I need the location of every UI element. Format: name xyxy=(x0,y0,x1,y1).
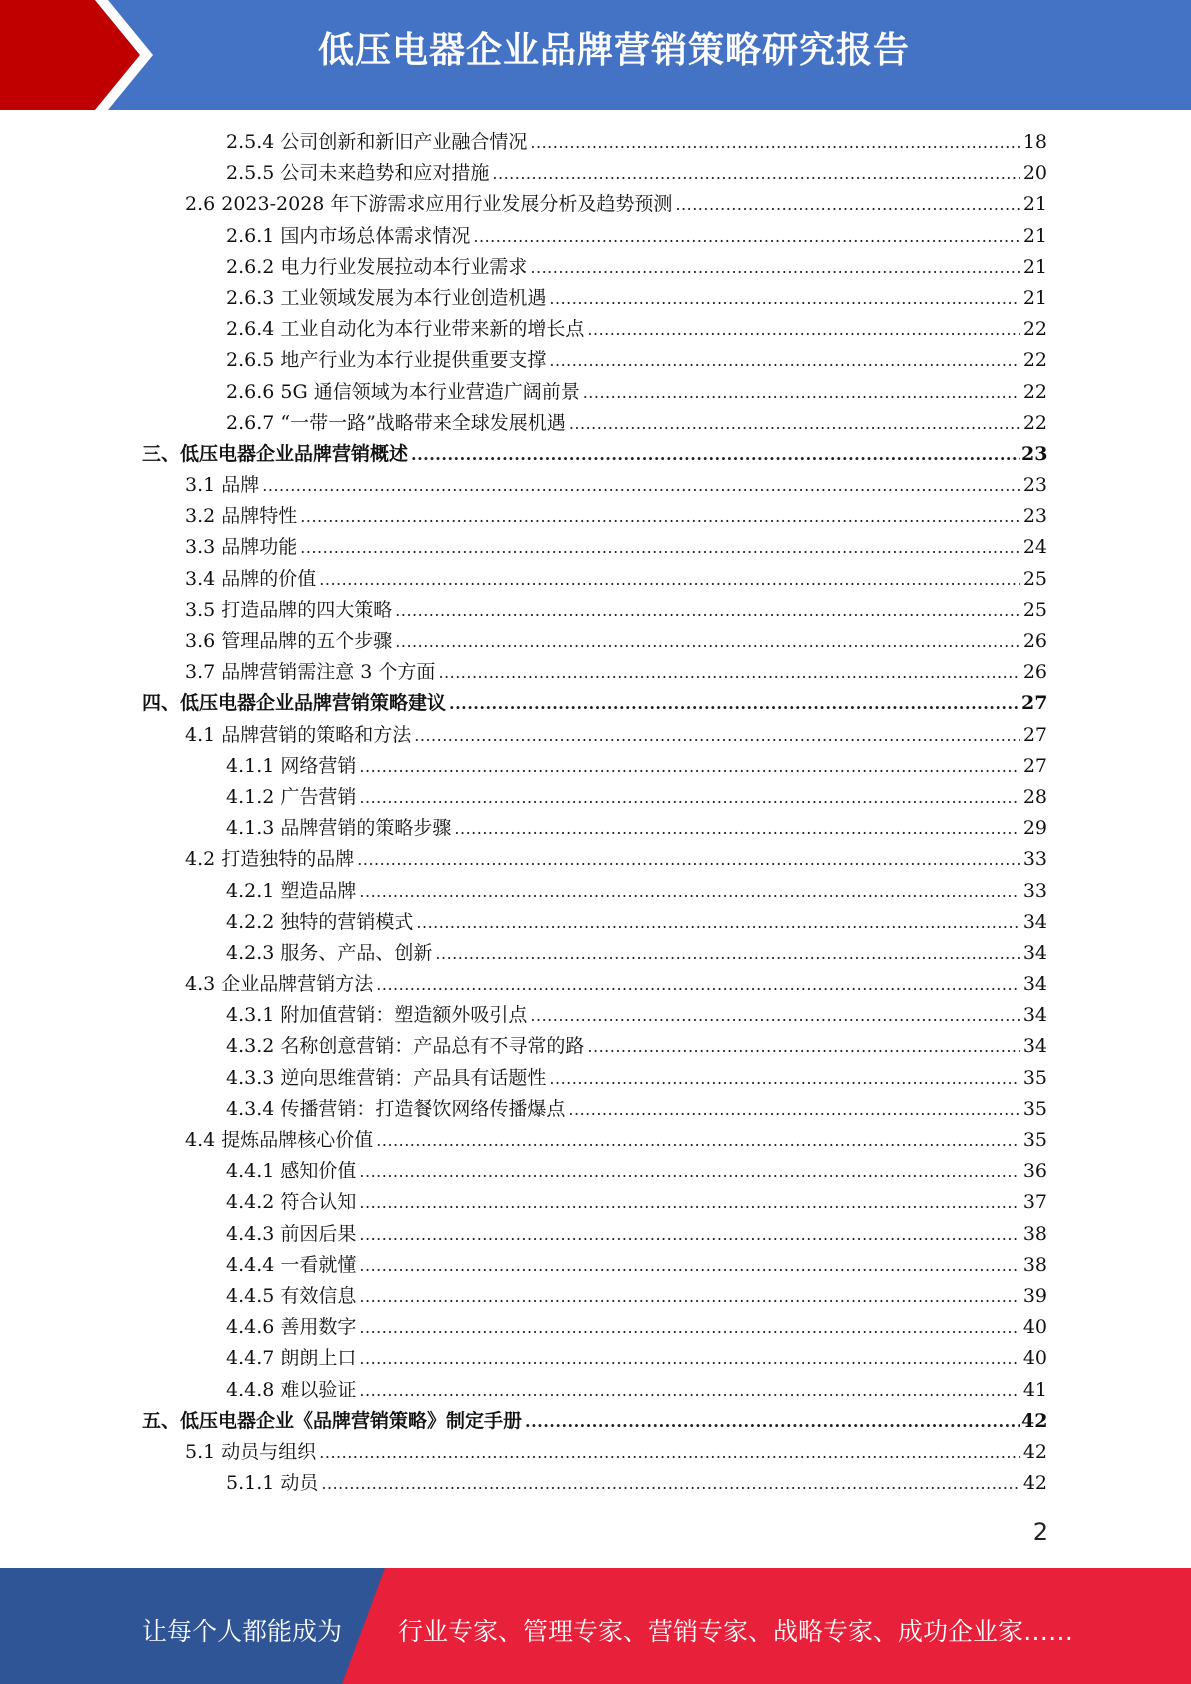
toc-entry[interactable] xyxy=(226,1343,1191,1374)
toc-dot-leader xyxy=(525,1406,1020,1437)
toc-entry-label: 3.6 管理品牌的五个步骤 xyxy=(185,630,393,652)
toc-entry-page: 25 xyxy=(1022,598,1047,621)
toc-entry-page: 35 xyxy=(1022,1129,1047,1151)
toc-entry-label: 2.6.2 电力行业发展拉动本行业需求 xyxy=(226,255,528,278)
page-footer xyxy=(0,1568,1191,1684)
toc-entry-label: 4.4.5 有效信息 xyxy=(226,1284,357,1307)
toc-entry-page: 27 xyxy=(1022,754,1047,777)
toc-entry-page: 34 xyxy=(1022,973,1047,996)
toc-entry[interactable] xyxy=(185,969,1191,1000)
toc-entry-page: 21 xyxy=(1022,224,1047,247)
toc-entry-label: 五、低压电器企业《品牌营销策略》制定手册 xyxy=(142,1409,523,1432)
toc-entry[interactable] xyxy=(185,564,1191,595)
toc-entry[interactable] xyxy=(226,221,1191,252)
toc-dot-leader xyxy=(359,1156,1020,1187)
toc-entry-label: 4.1.2 广告营销 xyxy=(226,785,357,808)
toc-entry[interactable] xyxy=(142,439,1191,470)
toc-entry[interactable] xyxy=(226,1312,1191,1343)
toc-entry-page: 24 xyxy=(1022,536,1047,559)
toc-entry-label: 4.4.3 前因后果 xyxy=(226,1222,357,1245)
toc-entry[interactable] xyxy=(226,1281,1191,1312)
toc-dot-leader xyxy=(473,221,1020,252)
toc-entry[interactable] xyxy=(185,626,1191,657)
toc-dot-leader xyxy=(359,1343,1020,1374)
toc-dot-leader xyxy=(583,377,1020,408)
toc-entry-label: 2.6.5 地产行业为本行业提供重要支撑 xyxy=(226,349,547,372)
toc-entry[interactable] xyxy=(226,782,1191,813)
toc-dot-leader xyxy=(359,1281,1020,1312)
toc-entry[interactable] xyxy=(185,657,1191,688)
toc-dot-leader xyxy=(454,813,1020,844)
table-of-contents xyxy=(0,127,1191,1499)
toc-dot-leader xyxy=(359,1187,1020,1218)
toc-entry[interactable] xyxy=(226,158,1191,189)
toc-entry[interactable] xyxy=(142,1406,1191,1437)
toc-entry-label: 4.4.2 符合认知 xyxy=(226,1191,357,1214)
toc-entry[interactable] xyxy=(226,1375,1191,1406)
toc-entry-page: 34 xyxy=(1022,1004,1047,1027)
footer-slogan-left: 让每个人都能成为 xyxy=(142,1617,343,1646)
toc-entry[interactable] xyxy=(185,1437,1191,1468)
toc-entry[interactable] xyxy=(185,595,1191,626)
toc-dot-leader xyxy=(438,657,1020,688)
toc-entry-page: 42 xyxy=(1021,1409,1048,1432)
toc-entry-page: 34 xyxy=(1022,941,1047,964)
toc-dot-leader xyxy=(587,314,1020,345)
toc-dot-leader xyxy=(414,720,1020,751)
toc-entry-page: 18 xyxy=(1022,131,1047,153)
toc-dot-leader xyxy=(359,1250,1020,1281)
toc-dot-leader xyxy=(530,127,1020,158)
toc-dot-leader xyxy=(435,938,1020,969)
toc-dot-leader xyxy=(549,283,1020,314)
toc-entry-page: 27 xyxy=(1022,723,1047,746)
toc-entry-page: 37 xyxy=(1022,1191,1047,1214)
toc-entry-label: 4.4.6 善用数字 xyxy=(226,1316,357,1339)
toc-dot-leader xyxy=(568,1094,1020,1125)
toc-entry[interactable] xyxy=(226,1187,1191,1218)
toc-entry-label: 3.1 品牌 xyxy=(185,474,260,497)
toc-entry-label: 4.1.3 品牌营销的策略步骤 xyxy=(226,817,452,840)
page-header xyxy=(0,0,1191,110)
toc-entry[interactable] xyxy=(226,751,1191,782)
toc-entry-page: 26 xyxy=(1022,630,1047,652)
toc-entry-label: 5.1 动员与组织 xyxy=(185,1440,317,1463)
toc-entry[interactable] xyxy=(226,314,1191,345)
toc-entry-page: 28 xyxy=(1022,785,1047,808)
toc-entry-page: 34 xyxy=(1022,910,1047,933)
toc-entry-label: 4.4 提炼品牌核心价值 xyxy=(185,1129,374,1151)
toc-entry[interactable] xyxy=(226,938,1191,969)
toc-dot-leader xyxy=(319,1437,1020,1468)
toc-entry[interactable] xyxy=(226,1219,1191,1250)
page-number: 2 xyxy=(1032,1518,1048,1546)
toc-entry-label: 4.4.7 朗朗上口 xyxy=(226,1347,357,1370)
toc-entry-label: 4.3.4 传播营销：打造餐饮网络传播爆点 xyxy=(226,1097,566,1120)
toc-entry-label: 2.6.1 国内市场总体需求情况 xyxy=(226,224,471,247)
toc-dot-leader xyxy=(262,470,1020,501)
toc-entry[interactable] xyxy=(185,844,1191,875)
toc-entry-page: 21 xyxy=(1022,286,1047,309)
toc-entry-label: 3.3 品牌功能 xyxy=(185,536,298,559)
report-title: 低压电器企业品牌营销策略研究报告 xyxy=(318,30,911,71)
toc-dot-leader xyxy=(395,595,1020,626)
toc-entry-label: 4.2.1 塑造品牌 xyxy=(226,879,357,902)
toc-entry-page: 26 xyxy=(1022,661,1047,684)
toc-entry-page: 42 xyxy=(1022,1440,1047,1463)
toc-entry[interactable] xyxy=(185,189,1191,220)
toc-entry-label: 2.6.3 工业领域发展为本行业创造机遇 xyxy=(226,286,547,309)
toc-entry-page: 29 xyxy=(1022,817,1047,840)
toc-entry[interactable] xyxy=(226,252,1191,283)
toc-entry-label: 4.1.1 网络营销 xyxy=(226,754,357,777)
toc-entry[interactable] xyxy=(142,688,1191,719)
toc-entry-page: 34 xyxy=(1022,1035,1047,1058)
toc-entry-label: 4.3 企业品牌营销方法 xyxy=(185,973,374,996)
toc-entry-label: 5.1.1 动员 xyxy=(226,1472,319,1495)
toc-entry-page: 27 xyxy=(1021,692,1048,715)
toc-dot-leader xyxy=(321,1468,1020,1499)
toc-entry[interactable] xyxy=(226,876,1191,907)
toc-dot-leader xyxy=(300,501,1020,532)
toc-dot-leader xyxy=(530,1000,1020,1031)
toc-entry[interactable] xyxy=(226,1250,1191,1281)
toc-entry[interactable] xyxy=(226,907,1191,938)
toc-entry-label: 2.5.5 公司未来趋势和应对措施 xyxy=(226,162,490,185)
toc-dot-leader xyxy=(376,1125,1020,1156)
toc-dot-leader xyxy=(492,158,1020,189)
toc-entry-label: 3.5 打造品牌的四大策略 xyxy=(185,598,393,621)
toc-dot-leader xyxy=(549,1063,1020,1094)
toc-entry-label: 4.3.2 名称创意营销：产品总有不寻常的路 xyxy=(226,1035,585,1058)
toc-entry-page: 20 xyxy=(1022,162,1047,185)
toc-entry[interactable] xyxy=(226,1031,1191,1062)
toc-entry-label: 4.2 打造独特的品牌 xyxy=(185,848,355,871)
toc-dot-leader xyxy=(300,532,1020,563)
toc-entry-label: 4.3.3 逆向思维营销：产品具有话题性 xyxy=(226,1066,547,1089)
toc-entry[interactable] xyxy=(185,501,1191,532)
toc-entry-page: 33 xyxy=(1022,848,1047,871)
toc-entry[interactable] xyxy=(226,283,1191,314)
toc-entry-page: 39 xyxy=(1022,1284,1047,1307)
toc-dot-leader xyxy=(359,1375,1020,1406)
toc-dot-leader xyxy=(359,782,1020,813)
toc-entry[interactable] xyxy=(185,1125,1191,1156)
toc-dot-leader xyxy=(569,408,1020,439)
toc-dot-leader xyxy=(530,252,1020,283)
toc-entry-page: 23 xyxy=(1021,442,1048,465)
toc-entry-label: 2.5.4 公司创新和新旧产业融合情况 xyxy=(226,131,528,153)
toc-entry-page: 22 xyxy=(1022,349,1047,372)
toc-entry-label: 四、低压电器企业品牌营销策略建议 xyxy=(142,692,447,715)
toc-entry-page: 38 xyxy=(1022,1222,1047,1245)
toc-entry[interactable] xyxy=(226,408,1191,439)
toc-dot-leader xyxy=(416,907,1020,938)
toc-entry-page: 38 xyxy=(1022,1253,1047,1276)
toc-entry-page: 22 xyxy=(1022,411,1047,434)
toc-entry-label: 三、低压电器企业品牌营销概述 xyxy=(142,442,409,465)
toc-dot-leader xyxy=(319,564,1020,595)
toc-entry-label: 2.6.4 工业自动化为本行业带来新的增长点 xyxy=(226,318,585,341)
toc-dot-leader xyxy=(357,844,1020,875)
toc-entry-label: 4.4.4 一看就懂 xyxy=(226,1253,357,1276)
toc-entry-page: 22 xyxy=(1022,380,1047,403)
toc-entry[interactable] xyxy=(226,1094,1191,1125)
toc-dot-leader xyxy=(395,626,1020,657)
toc-entry-page: 36 xyxy=(1022,1160,1047,1183)
toc-entry[interactable] xyxy=(226,1156,1191,1187)
toc-entry[interactable] xyxy=(226,345,1191,376)
toc-entry-page: 41 xyxy=(1022,1378,1047,1401)
toc-entry-label: 2.6 2023-2028 年下游需求应用行业发展分析及趋势预测 xyxy=(185,193,673,216)
header-chevron-decoration xyxy=(0,0,170,110)
toc-dot-leader xyxy=(376,969,1020,1000)
toc-entry[interactable] xyxy=(226,1468,1191,1499)
toc-dot-leader xyxy=(587,1031,1020,1062)
toc-entry[interactable] xyxy=(185,720,1191,751)
toc-entry-page: 21 xyxy=(1022,193,1047,216)
toc-entry-page: 40 xyxy=(1022,1316,1047,1339)
toc-dot-leader xyxy=(359,1312,1020,1343)
toc-entry[interactable] xyxy=(226,127,1191,158)
toc-entry-label: 4.4.8 难以验证 xyxy=(226,1378,357,1401)
toc-entry-page: 35 xyxy=(1022,1097,1047,1120)
toc-entry-page: 23 xyxy=(1022,474,1047,497)
toc-entry-label: 3.2 品牌特性 xyxy=(185,505,298,528)
toc-entry-label: 4.4.1 感知价值 xyxy=(226,1160,357,1183)
toc-entry[interactable] xyxy=(226,1000,1191,1031)
toc-entry[interactable] xyxy=(226,1063,1191,1094)
toc-entry-page: 33 xyxy=(1022,879,1047,902)
toc-entry[interactable] xyxy=(226,377,1191,408)
toc-entry-label: 4.2.3 服务、产品、创新 xyxy=(226,941,433,964)
toc-dot-leader xyxy=(449,688,1020,719)
toc-entry-label: 2.6.7 “一带一路”战略带来全球发展机遇 xyxy=(226,411,566,434)
toc-dot-leader xyxy=(411,439,1020,470)
toc-entry-label: 2.6.6 5G 通信领域为本行业营造广阔前景 xyxy=(226,380,580,403)
toc-entry[interactable] xyxy=(226,813,1191,844)
toc-entry-label: 4.2.2 独特的营销模式 xyxy=(226,910,414,933)
toc-entry-page: 42 xyxy=(1022,1472,1047,1495)
toc-entry[interactable] xyxy=(185,470,1191,501)
toc-entry-page: 21 xyxy=(1022,255,1047,278)
toc-dot-leader xyxy=(359,876,1020,907)
toc-entry-page: 35 xyxy=(1022,1066,1047,1089)
toc-entry-label: 4.1 品牌营销的策略和方法 xyxy=(185,723,412,746)
toc-entry-label: 3.7 品牌营销需注意 3 个方面 xyxy=(185,661,436,684)
toc-entry-page: 40 xyxy=(1022,1347,1047,1370)
toc-entry-label: 4.3.1 附加值营销：塑造额外吸引点 xyxy=(226,1004,528,1027)
toc-dot-leader xyxy=(359,1219,1020,1250)
footer-slogan-right: 行业专家、管理专家、营销专家、战略专家、成功企业家…… xyxy=(398,1617,1074,1646)
toc-entry-page: 22 xyxy=(1022,318,1047,341)
toc-entry[interactable] xyxy=(185,532,1191,563)
toc-entry-label: 3.4 品牌的价值 xyxy=(185,567,317,590)
toc-dot-leader xyxy=(675,189,1020,220)
toc-entry-page: 25 xyxy=(1022,567,1047,590)
toc-dot-leader xyxy=(549,345,1020,376)
toc-entry-page: 23 xyxy=(1022,505,1047,528)
toc-dot-leader xyxy=(359,751,1020,782)
